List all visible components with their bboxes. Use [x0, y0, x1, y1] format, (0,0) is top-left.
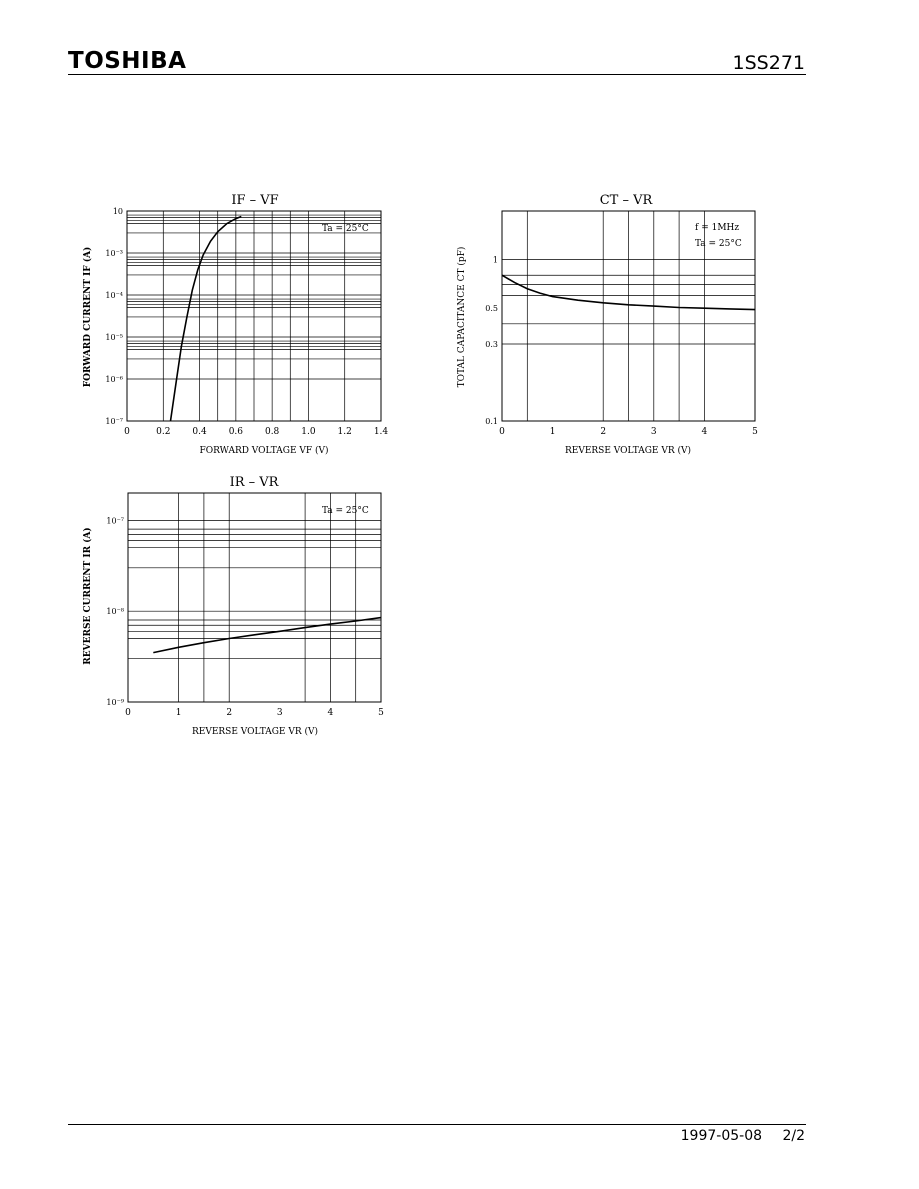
- x-tick-label: 2: [226, 708, 233, 718]
- series-line: [153, 618, 381, 653]
- y-tick-label: 10⁻⁵: [105, 333, 123, 342]
- chart-if-vf: [70, 186, 400, 466]
- chart-annotation-line-1: f = 1MHz: [695, 223, 740, 233]
- company-logo: TOSHIBA: [68, 48, 187, 74]
- y-tick-label: 10⁻³: [105, 249, 123, 258]
- y-tick-label: 10⁻⁸: [106, 607, 124, 617]
- y-axis-label: REVERSE CURRENT IR (A): [83, 527, 93, 665]
- x-tick-label: 2: [600, 427, 607, 437]
- chart-ct-vr: [450, 186, 780, 466]
- y-tick-label: 1: [492, 255, 498, 265]
- x-tick-label: 1: [175, 708, 182, 718]
- y-tick-label: 10⁻⁷: [105, 417, 123, 426]
- footer-date: 1997-05-08: [680, 1128, 763, 1144]
- x-tick-label: 3: [650, 427, 657, 437]
- chart-ir-vr: [70, 468, 400, 748]
- series-line: [171, 217, 242, 422]
- y-axis-label: FORWARD CURRENT IF (A): [83, 246, 93, 388]
- x-tick-label: 0: [124, 427, 130, 437]
- header-rule: [68, 74, 806, 75]
- x-tick-label: 3: [276, 708, 283, 718]
- x-tick-label: 0: [499, 427, 505, 437]
- x-tick-label: 4: [701, 427, 708, 437]
- x-tick-label: 1.4: [373, 427, 389, 437]
- x-tick-label: 5: [752, 427, 758, 437]
- x-tick-label: 1.0: [301, 427, 316, 437]
- y-tick-label: 10⁻⁹: [106, 698, 124, 707]
- x-tick-label: 0.2: [156, 427, 171, 437]
- y-tick-label: 0.5: [485, 304, 498, 314]
- chart-annotation: Ta = 25°C: [322, 506, 369, 516]
- x-tick-label: 0.6: [228, 427, 244, 437]
- x-tick-label: 1.2: [337, 427, 352, 437]
- x-axis-label: REVERSE VOLTAGE VR (V): [564, 446, 692, 456]
- x-tick-label: 5: [378, 708, 384, 718]
- x-tick-label: 0: [125, 708, 131, 718]
- y-axis-label: TOTAL CAPACITANCE CT (pF): [457, 246, 467, 388]
- y-tick-label: 0.3: [485, 339, 498, 349]
- footer-rule: [68, 1124, 806, 1125]
- x-tick-label: 1: [549, 427, 556, 437]
- footer-page: 2/2: [782, 1128, 805, 1144]
- x-tick-label: 0.4: [192, 427, 207, 437]
- y-tick-label: 10⁻⁷: [106, 516, 124, 526]
- x-axis-label: REVERSE VOLTAGE VR (V): [191, 727, 319, 737]
- footer: [665, 1128, 805, 1144]
- chart-title: CT – VR: [599, 193, 653, 208]
- chart-title: IR – VR: [229, 475, 279, 490]
- y-tick-label: 10: [112, 207, 123, 216]
- x-axis-label: FORWARD VOLTAGE VF (V): [199, 446, 329, 456]
- chart-annotation-line-2: Ta = 25°C: [695, 239, 742, 249]
- x-tick-label: 4: [327, 708, 334, 718]
- y-tick-label: 0.1: [485, 417, 498, 426]
- y-tick-label: 10⁻⁶: [105, 375, 123, 384]
- y-tick-label: 10⁻⁴: [105, 291, 123, 300]
- chart-annotation: Ta = 25°C: [322, 224, 369, 234]
- plot-frame: [128, 493, 381, 702]
- part-number: 1SS271: [732, 52, 805, 74]
- chart-title: IF – VF: [231, 193, 279, 208]
- x-tick-label: 0.8: [264, 427, 280, 437]
